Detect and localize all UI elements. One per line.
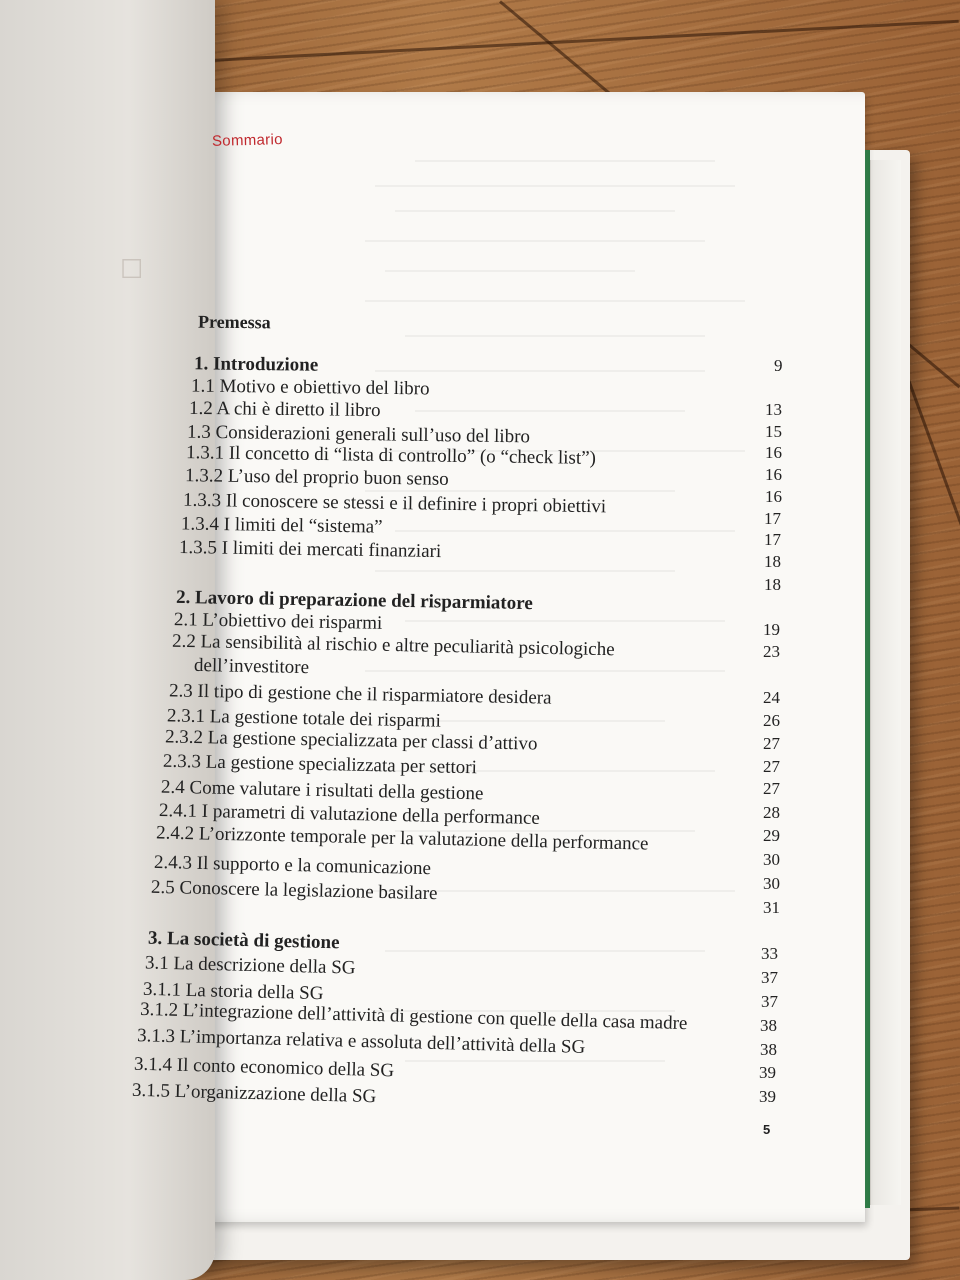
- toc-entry: 2.3.3 La gestione specializzata per settori: [162, 750, 478, 779]
- toc-entry: 2.1 L’obiettivo dei risparmi: [173, 609, 383, 634]
- toc-page-number: 17: [764, 509, 781, 528]
- toc-page-number: 33: [761, 944, 778, 963]
- toc-entry: 2.4 Come valutare i risultati della gestione: [160, 776, 484, 805]
- toc-entry: 1.3.2 L’uso del proprio buon senso: [184, 465, 449, 490]
- toc-entry: 2.5 Conoscere la legislazione basilare: [150, 876, 438, 905]
- toc-page-number: 16: [765, 465, 782, 484]
- toc-page-number: 16: [765, 443, 782, 462]
- toc-page-number: 13: [765, 400, 782, 419]
- toc-entry: 2.4.1 I parametri di valutazione della performance: [158, 800, 541, 829]
- toc-page-number: 31: [763, 898, 780, 917]
- toc-entry: 2.3.1 La gestione totale dei risparmi: [166, 705, 442, 732]
- toc-page-number: 29: [763, 826, 780, 845]
- toc-page-number: 16: [765, 487, 782, 506]
- toc-entry: 2.2 La sensibilità al rischio e altre peculiarità psicologiche: [171, 630, 615, 661]
- left-page-show-through: ☐: [120, 255, 144, 284]
- toc-entry: 3. La società di gestione: [147, 927, 340, 954]
- toc-page-number: 17: [764, 530, 781, 549]
- toc-page-number: 9: [774, 356, 783, 375]
- toc-page-number: 30: [763, 850, 780, 869]
- toc-page-number: 18: [764, 552, 781, 571]
- toc-page-number: 19: [763, 620, 780, 639]
- toc-page-number: 39: [759, 1063, 776, 1082]
- toc-entry: 1.3 Considerazioni generali sull’uso del libro: [186, 421, 531, 448]
- toc-page-number: 23: [763, 642, 780, 661]
- toc-entry: 1.3.1 Il concetto di “lista di controllo” (o “check list”): [185, 442, 597, 469]
- toc-entry: 3.1.3 L’importanza relativa e assoluta dell’attività della SG: [136, 1025, 586, 1058]
- toc-page-number: 37: [761, 968, 778, 987]
- toc-entry: 1.3.4 I limiti del “sistema”: [180, 513, 383, 538]
- toc-page-number: 38: [760, 1040, 777, 1059]
- toc-entry: 2.4.3 Il supporto e la comunicazione: [153, 851, 432, 880]
- toc-entry: dell’investitore: [193, 654, 310, 679]
- page-folio: 5: [763, 1122, 771, 1137]
- toc-entry: 1.1 Motivo e obiettivo del libro: [190, 375, 430, 400]
- toc-page-number: 15: [765, 422, 782, 441]
- toc-page-number: 28: [763, 803, 780, 822]
- toc-page-number: 18: [764, 575, 781, 594]
- toc-entry: 3.1.4 Il conto economico della SG: [133, 1053, 395, 1082]
- toc-entry: 1. Introduzione: [193, 353, 319, 376]
- toc-page-number: 38: [760, 1016, 777, 1035]
- toc-entry: 3.1.2 L’integrazione dell’attività di gestione con quelle della casa madre: [139, 998, 688, 1035]
- toc-page-number: 24: [763, 688, 780, 707]
- toc-page-number: 39: [759, 1087, 776, 1106]
- toc-entry: 2.3 Il tipo di gestione che il risparmiatore desidera: [168, 680, 552, 709]
- running-head: Sommario: [211, 131, 283, 150]
- toc-entry: 3.1.1 La storia della SG: [142, 978, 324, 1005]
- toc-page-number: 26: [763, 711, 780, 730]
- toc-premessa: Premessa: [197, 311, 271, 333]
- toc-entry: 2.3.2 La gestione specializzata per classi d’attivo: [164, 726, 538, 755]
- toc-entry: 1.3.5 I limiti dei mercati finanziari: [178, 536, 442, 563]
- toc-entry: 2.4.2 L’orizzonte temporale per la valutazione della performance: [155, 822, 649, 855]
- toc-page-number: 27: [763, 779, 780, 798]
- toc-page-number: 30: [763, 874, 780, 893]
- toc-entry: 3.1.5 L’organizzazione della SG: [131, 1079, 377, 1108]
- toc-entry: 1.3.3 Il conoscere se stessi e il definire i propri obiettivi: [182, 489, 607, 518]
- toc-entry: 2. Lavoro di preparazione del risparmiatore: [175, 586, 533, 615]
- toc-page-number: 27: [763, 734, 780, 753]
- toc-entry: 1.2 A chi è diretto il libro: [188, 397, 381, 422]
- toc-page-number: 37: [761, 992, 778, 1011]
- toc-page-number: 27: [763, 757, 780, 776]
- toc-entry: 3.1 La descrizione della SG: [144, 952, 356, 979]
